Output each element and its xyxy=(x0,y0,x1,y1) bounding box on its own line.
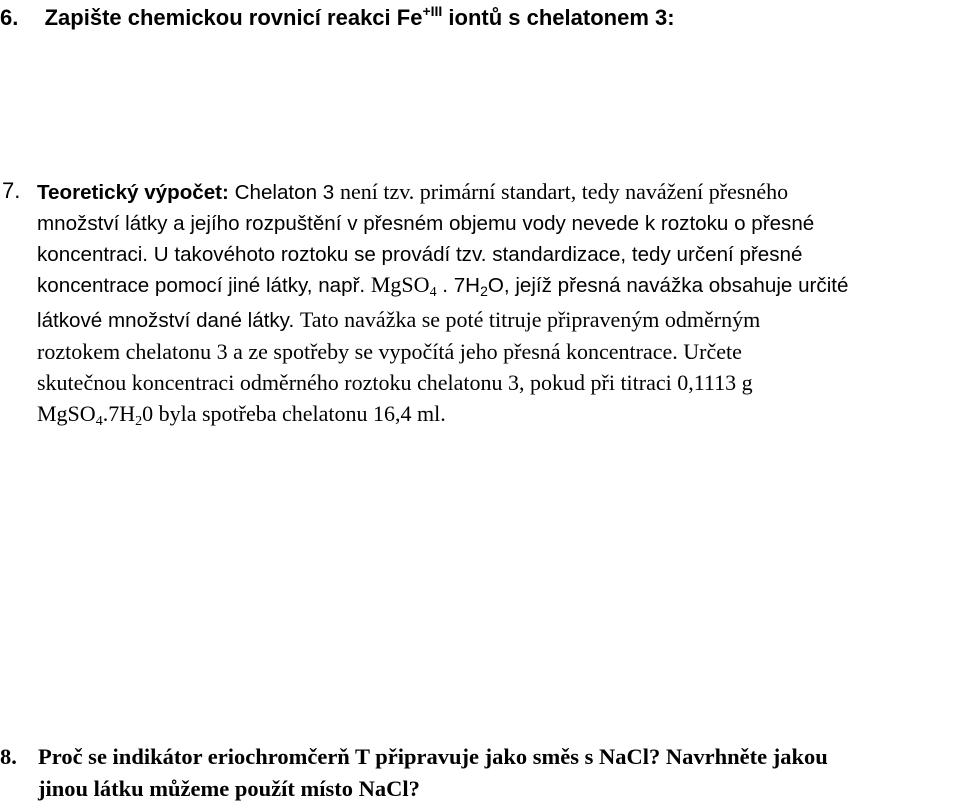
question-7-line-7: skutečnou koncentraci odměrného roztoku chelatonu 3, pokud při titraci 0,1113 g xyxy=(37,369,753,395)
question-7-line-1-serif: není tzv. primární standart, tedy navážení přesného xyxy=(339,179,789,204)
question-6-line xyxy=(0,4,675,34)
question-7-line-8-a: MgSO xyxy=(37,400,96,426)
question-7-line-1 xyxy=(37,177,959,209)
question-8-line-1: Proč se indikátor eriochromčerň T připravuje jako směs s NaCl? Navrhněte jakou xyxy=(38,744,828,769)
question-7-line-5-a: látkové množství dané látky. xyxy=(37,309,300,333)
mgso4-subscript: 4 xyxy=(429,285,437,301)
question-6 xyxy=(0,0,959,40)
question-7-line-5 xyxy=(37,305,959,337)
question-8-number: 8. xyxy=(0,744,17,769)
question-7-line-1-sans: Chelaton 3 xyxy=(228,181,340,204)
question-7-line-8-c: 0 byla spotřeba chelatonu 16,4 ml. xyxy=(142,400,446,426)
question-7-line-4 xyxy=(37,270,959,305)
question-7-line-4-b: . 7H xyxy=(436,274,481,298)
question-7-line-5-b: Tato navážka se poté titruje připraveným odměrným xyxy=(299,307,761,333)
question-7-line-4-c: O, jejíž přesná navážka obsahuje určité xyxy=(487,274,849,298)
question-7-line-4-a: koncentrace pomocí jiné látky, např. xyxy=(37,274,371,298)
mgso4-text: MgSO xyxy=(370,272,430,298)
question-7-line-3: koncentraci. U takovéhoto roztoku se provádí tzv. standardizace, tedy určení přesné xyxy=(37,242,803,266)
question-7-number: 7. xyxy=(2,178,21,203)
question-7-bold-lead: Teoretický výpočet: xyxy=(37,181,229,204)
question-8-line-2: jinou látku můžeme použít místo NaCl? xyxy=(38,776,420,801)
question-6-text-before: Zapište chemickou rovnicí reakci Fe xyxy=(44,5,423,30)
mgso4-formula xyxy=(370,272,437,301)
question-7-line-8 xyxy=(37,399,959,434)
oxidation-state-superscript: +III xyxy=(422,3,443,19)
question-7 xyxy=(0,172,959,432)
question-7-line-8-sub-a: 4 xyxy=(95,413,103,429)
question-8 xyxy=(0,738,959,808)
question-7-paragraph xyxy=(37,177,959,433)
question-7-line-8-b: .7H xyxy=(102,400,136,426)
water-subscript: 2 xyxy=(480,283,488,300)
question-7-line-8-sub-b: 2 xyxy=(135,413,143,429)
question-6-text-after: iontů s chelatonem 3: xyxy=(442,5,675,30)
question-7-line-6: roztokem chelatonu 3 a ze spotřeby se vypočítá jeho přesná koncentrace. Určete xyxy=(37,338,742,364)
question-7-line-2: množství látky a jejího rozpuštění v přesném objemu vody nevede k roztoku o přesné xyxy=(37,211,815,235)
question-6-number: 6. xyxy=(0,5,19,30)
